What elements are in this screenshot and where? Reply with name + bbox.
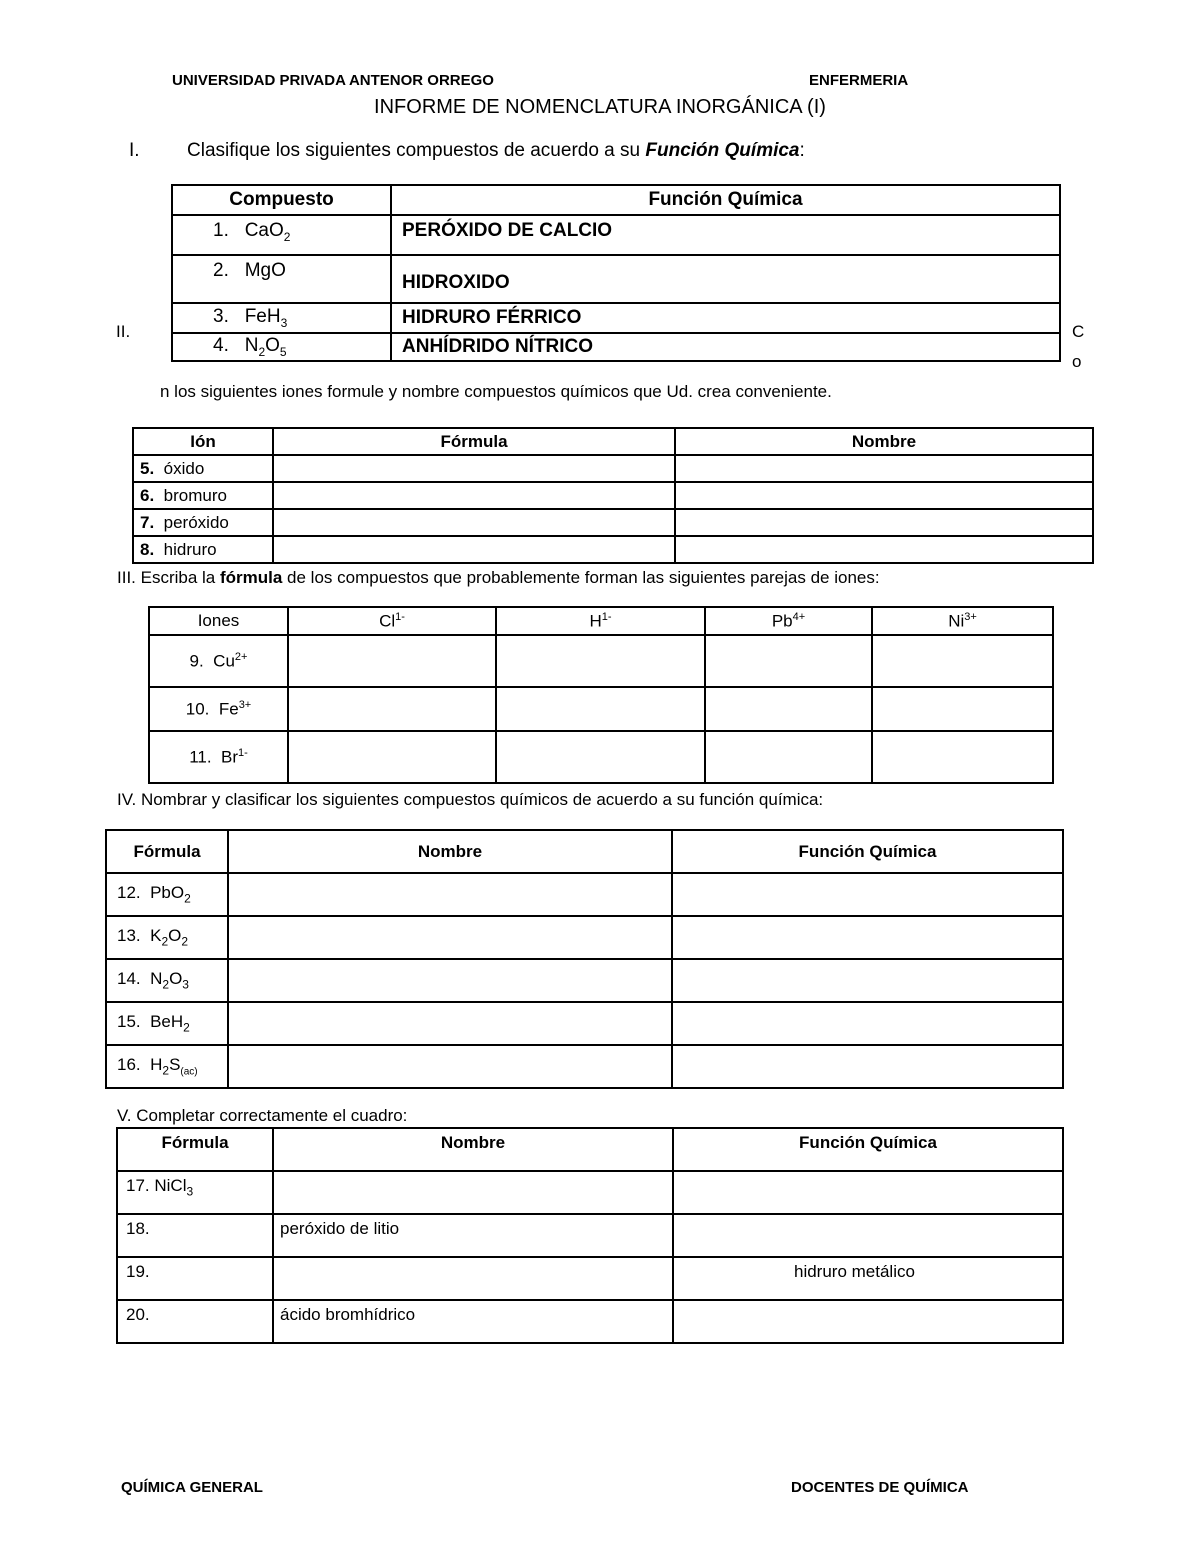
- name-cell[interactable]: peróxido de litio: [273, 1214, 673, 1257]
- ion-symbol: Cl: [379, 611, 396, 631]
- section-3-text-a: III. Escriba la: [117, 568, 220, 587]
- table-row: [133, 455, 1093, 482]
- row-number: 6.: [140, 485, 155, 505]
- col-header-nombre: Nombre: [273, 1128, 673, 1171]
- answer-cell[interactable]: [872, 731, 1053, 783]
- formula-cell[interactable]: [273, 509, 675, 536]
- table-ions: [132, 427, 1094, 564]
- function-cell[interactable]: hidruro metálico: [673, 1257, 1063, 1300]
- section-2-instruction: n los siguientes iones formule y nombre compuestos químicos que Ud. crea conveniente.: [160, 382, 832, 401]
- section-2-roman: II.: [116, 322, 131, 341]
- formula-sub: 2: [161, 934, 169, 949]
- section-2-side-c: C: [1072, 322, 1085, 341]
- section-1-text: Clasifique los siguientes compuestos de acuerdo a su: [187, 140, 646, 161]
- name-cell[interactable]: [228, 916, 672, 959]
- section-3-instruction: [117, 568, 880, 588]
- section-1-emph: Función Química: [645, 140, 800, 161]
- table-row: [106, 959, 1063, 1002]
- ion-symbol: Fe: [218, 699, 239, 719]
- name-cell[interactable]: [228, 1045, 672, 1088]
- answer-cell[interactable]: [705, 731, 872, 783]
- function-cell[interactable]: [673, 1171, 1063, 1214]
- ion-symbol: Br: [221, 747, 239, 767]
- answer-cell[interactable]: [705, 687, 872, 731]
- table-row: [172, 333, 1060, 361]
- formula: CaO: [244, 220, 284, 241]
- answer-cell[interactable]: [872, 687, 1053, 731]
- col-header-funcion: Función Química: [673, 1128, 1063, 1171]
- table-row: [149, 687, 1053, 731]
- section-3-text-c: de los compuestos que probablemente forman las siguientes parejas de iones:: [282, 568, 880, 587]
- table-row: [117, 1171, 1063, 1214]
- function-cell[interactable]: [672, 1002, 1063, 1045]
- formula-cell[interactable]: [273, 482, 675, 509]
- answer-cell[interactable]: [872, 635, 1053, 687]
- answer-cell[interactable]: [705, 635, 872, 687]
- row-number: 14.: [117, 969, 141, 989]
- name-cell[interactable]: [273, 1257, 673, 1300]
- formula-sub: 2: [183, 1020, 190, 1035]
- table-row: [149, 731, 1053, 783]
- name-cell[interactable]: [675, 509, 1093, 536]
- ion-name: bromuro: [163, 485, 227, 505]
- col-header-ion: Ión: [133, 428, 273, 455]
- answer-cell[interactable]: [288, 731, 496, 783]
- col-header-ni: [872, 607, 1053, 635]
- col-header-formula: Fórmula: [273, 428, 675, 455]
- formula-sub: 2: [258, 344, 266, 359]
- row-number: 18.: [126, 1219, 150, 1238]
- formula: H: [150, 1055, 163, 1075]
- formula-sub: 5: [279, 344, 287, 359]
- col-header-nombre: Nombre: [228, 830, 672, 873]
- col-header-funcion: Función Química: [672, 830, 1063, 873]
- function-cell[interactable]: [672, 1045, 1063, 1088]
- col-header-nombre: Nombre: [675, 428, 1093, 455]
- table-ion-pairs: [148, 606, 1054, 784]
- table-row: [172, 255, 1060, 303]
- answer-text[interactable]: PERÓXIDO DE CALCIO: [402, 220, 613, 241]
- section-2-side-o: o: [1072, 352, 1082, 371]
- ion-charge: 3+: [238, 698, 252, 711]
- answer-cell[interactable]: [496, 635, 705, 687]
- ion-charge: 1-: [395, 610, 405, 623]
- function-cell[interactable]: [672, 873, 1063, 916]
- col-header-compuesto: Compuesto: [172, 185, 391, 215]
- formula-sub: 3: [280, 315, 288, 330]
- row-number: 9.: [189, 651, 204, 671]
- function-cell[interactable]: [673, 1214, 1063, 1257]
- name-cell[interactable]: ácido bromhídrico: [273, 1300, 673, 1343]
- col-header-cl: [288, 607, 496, 635]
- ion-symbol: Pb: [771, 611, 793, 631]
- name-cell[interactable]: [675, 455, 1093, 482]
- table-row: [117, 1214, 1063, 1257]
- formula-sub: 3: [186, 1184, 194, 1199]
- table-row: [106, 1002, 1063, 1045]
- row-number: 19.: [126, 1262, 150, 1281]
- row-number: 15.: [117, 1012, 141, 1032]
- formula-cell[interactable]: [273, 536, 675, 563]
- row-number: 3.: [213, 306, 229, 328]
- table-row: [133, 509, 1093, 536]
- table-row: [133, 536, 1093, 563]
- answer-cell[interactable]: [288, 635, 496, 687]
- table-classify: [171, 184, 1061, 362]
- row-number: 16.: [117, 1055, 141, 1075]
- answer-text[interactable]: HIDROXIDO: [402, 272, 510, 293]
- section-1-roman: I.: [129, 140, 140, 161]
- ion-symbol: Cu: [213, 651, 235, 671]
- footer-left: QUÍMICA GENERAL: [121, 1479, 263, 1496]
- table-row: [106, 916, 1063, 959]
- formula: K: [150, 926, 162, 946]
- table-row: [172, 215, 1060, 255]
- section-1-after: :: [799, 140, 805, 161]
- footer-right: DOCENTES DE QUÍMICA: [791, 1479, 969, 1496]
- table-row: [117, 1257, 1063, 1300]
- ion-name: óxido: [163, 458, 205, 478]
- section-5-instruction: V. Completar correctamente el cuadro:: [117, 1106, 408, 1125]
- answer-text[interactable]: ANHÍDRIDO NÍTRICO: [402, 336, 594, 357]
- row-number: 5.: [140, 458, 155, 478]
- ion-charge: 3+: [964, 610, 977, 623]
- formula: PbO: [150, 883, 185, 903]
- function-cell[interactable]: [672, 916, 1063, 959]
- name-cell[interactable]: [228, 1002, 672, 1045]
- section-4-instruction: IV. Nombrar y clasificar los siguientes compuestos químicos de acuerdo a su función química:: [117, 790, 824, 809]
- career-name: ENFERMERIA: [809, 72, 909, 89]
- row-number: 17.: [126, 1176, 150, 1195]
- university-name: UNIVERSIDAD PRIVADA ANTENOR ORREGO: [172, 72, 494, 89]
- formula-sub: 3: [182, 977, 189, 992]
- row-number: 11.: [189, 747, 212, 767]
- answer-cell[interactable]: [496, 687, 705, 731]
- formula-sub: 2: [283, 229, 291, 244]
- table-row: [106, 1045, 1063, 1088]
- formula-sub: 2: [162, 977, 170, 992]
- section-1-instruction: [187, 140, 805, 162]
- table-row: [172, 303, 1060, 333]
- formula: MgO: [244, 260, 286, 281]
- formula: NiCl: [154, 1176, 187, 1195]
- col-header-funcion: Función Química: [391, 185, 1060, 215]
- function-cell[interactable]: [673, 1300, 1063, 1343]
- formula: O: [265, 335, 280, 357]
- ion-charge: 2+: [234, 650, 248, 663]
- ion-charge: 4+: [792, 610, 806, 623]
- formula: S: [169, 1055, 181, 1075]
- formula-sub: 2: [181, 934, 189, 949]
- answer-cell[interactable]: [496, 731, 705, 783]
- name-cell[interactable]: [273, 1171, 673, 1214]
- col-header-pb: [705, 607, 872, 635]
- answer-cell[interactable]: [288, 687, 496, 731]
- formula: O: [168, 926, 182, 946]
- page-title: INFORME DE NOMENCLATURA INORGÁNICA (I): [374, 96, 826, 118]
- ion-name: peróxido: [163, 512, 229, 532]
- row-number: 13.: [117, 926, 141, 946]
- formula: N: [244, 335, 259, 357]
- col-header-formula: Fórmula: [106, 830, 228, 873]
- formula: O: [169, 969, 183, 989]
- table-name-classify: [105, 829, 1064, 1089]
- ion-symbol: Ni: [948, 611, 965, 631]
- formula-sub: 2: [184, 891, 191, 906]
- row-number: 12.: [117, 883, 141, 903]
- answer-text[interactable]: HIDRURO FÉRRICO: [402, 307, 582, 328]
- col-header-iones: Iones: [149, 607, 288, 635]
- row-number: 2.: [213, 260, 229, 281]
- formula: FeH: [244, 306, 281, 328]
- formula-sub: (ac): [180, 1066, 198, 1078]
- formula-cell[interactable]: [273, 455, 675, 482]
- table-row: [106, 873, 1063, 916]
- name-cell[interactable]: [675, 536, 1093, 563]
- formula: BeH: [150, 1012, 184, 1032]
- formula-sub: 2: [162, 1063, 170, 1078]
- formula: N: [150, 969, 163, 989]
- section-3-text-b: fórmula: [219, 568, 283, 587]
- name-cell[interactable]: [228, 959, 672, 1002]
- ion-charge: 1-: [601, 610, 612, 623]
- ion-symbol: H: [589, 611, 602, 631]
- row-number: 7.: [140, 512, 155, 532]
- row-number: 4.: [213, 335, 229, 357]
- row-number: 8.: [140, 539, 155, 559]
- ion-name: hidruro: [163, 539, 217, 559]
- function-cell[interactable]: [672, 959, 1063, 1002]
- name-cell[interactable]: [675, 482, 1093, 509]
- table-row: [149, 635, 1053, 687]
- row-number: 10.: [185, 699, 210, 719]
- row-number: 20.: [126, 1305, 150, 1324]
- row-number: 1.: [213, 220, 229, 241]
- ion-charge: 1-: [238, 746, 248, 759]
- col-header-formula: Fórmula: [117, 1128, 273, 1171]
- name-cell[interactable]: [228, 873, 672, 916]
- table-complete: [116, 1127, 1064, 1344]
- col-header-h: [496, 607, 705, 635]
- table-row: [133, 482, 1093, 509]
- table-row: [117, 1300, 1063, 1343]
